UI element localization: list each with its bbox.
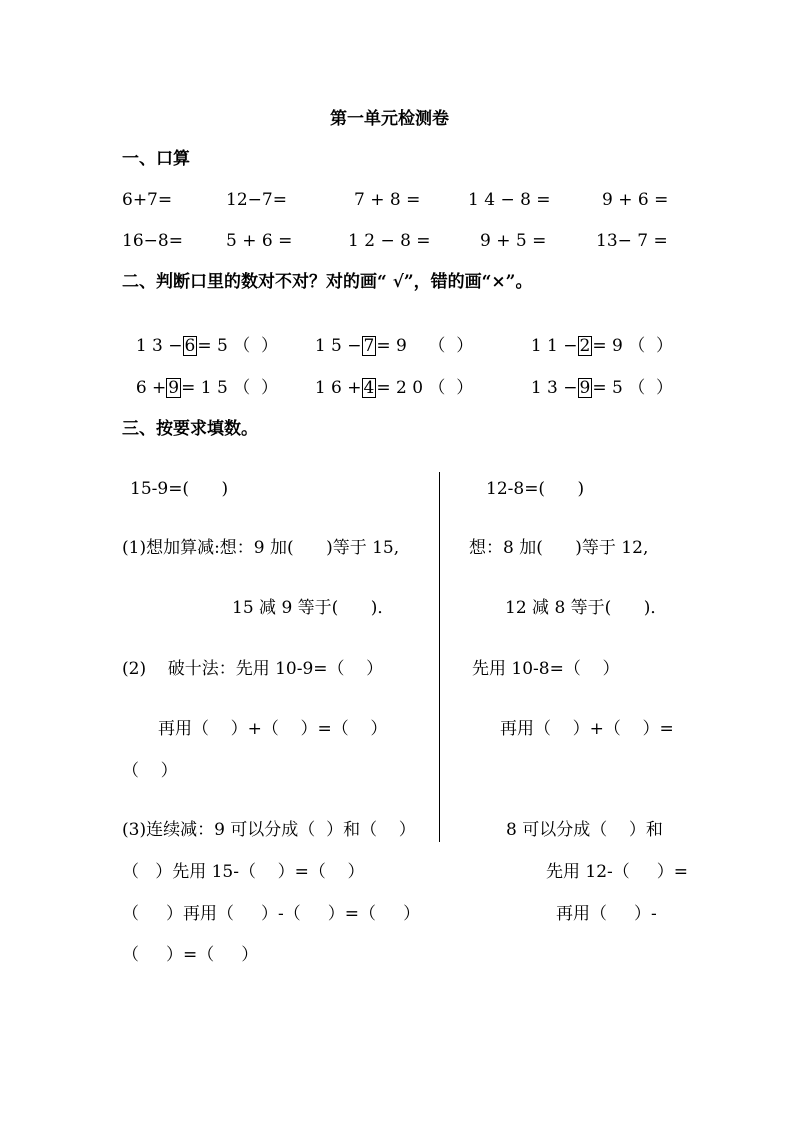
right-method3-line1: 8 可以分成（ ）和 [506,820,663,840]
left-method2-line2: 再用（ ）+（ ）=（ ） [158,719,388,739]
judge-item-1-pre: 1 3 − [135,336,183,356]
right-method2-line2: 再用（ ）+（ ）= [500,719,674,739]
section2-heading: 二、判断口里的数对不对？对的画“ √”，错的画“×”。 [122,272,533,292]
judge-item-5-box: 4 [363,378,375,398]
left-method2-line3: （ ） [122,761,178,781]
section1-heading: 一、口算 [122,149,190,169]
judge-item-4-box: 9 [168,378,180,398]
left-method3-line4: （ ）=（ ） [122,945,259,965]
left-method1-line2: 15 减 9 等于( )． [232,598,395,618]
oral-calc-9: 9 + 5 = [480,231,547,251]
judge-item-2-pre: 1 5 − [314,336,362,356]
page-title: 第一单元检测卷 [330,109,449,129]
left-method3-line1: (3)连续减：9 可以分成（ ）和（ ） [122,820,416,840]
oral-calc-4: 1 4 − 8 = [468,190,551,210]
judge-item-5-post: = 2 0 （ ） [376,378,474,398]
right-method2-line1: 先用 10-8=（ ） [472,659,620,679]
judge-item-6 [520,355,673,399]
judge-item-3-box: 2 [579,336,591,356]
right-method1-line2: 12 减 8 等于( )． [505,598,668,618]
judge-item-5 [304,355,473,399]
judge-item-1-box: 6 [184,336,196,356]
judge-item-4-pre: 6 + [135,378,167,398]
judge-item-1-post: = 5 （ ） [197,336,279,356]
judge-item-4-post: = 1 5 （ ） [181,378,279,398]
left-equation: 15-9=( ) [130,479,229,499]
oral-calc-8: 1 2 − 8 = [348,231,431,251]
right-equation: 12-8=( ) [486,479,585,499]
oral-calc-5: 9 + 6 = [602,190,669,210]
oral-calc-6: 16−8= [122,231,183,251]
judge-item-3-pre: 1 1 − [530,336,578,356]
right-method3-line3: 再用（ ）- [556,904,657,924]
left-method3-line3: （ ）再用（ ）-（ ）=（ ） [122,904,421,924]
right-method3-line2: 先用 12-（ ）= [546,862,689,882]
left-method3-line2: （ ）先用 15-（ ）=（ ） [122,862,365,882]
judge-item-2 [304,313,473,357]
judge-item-6-post: = 5 （ ） [592,378,674,398]
oral-calc-10: 13− 7 = [596,231,668,251]
left-method2-line1: (2) 破十法：先用 10-9=（ ） [122,659,384,679]
left-method1-line1: (1)想加算减:想：9 加( )等于 15, [122,538,400,558]
section3-heading: 三、按要求填数。 [122,419,258,439]
judge-item-4 [125,355,278,399]
oral-calc-2: 12−7= [226,190,287,210]
judge-item-5-pre: 1 6 + [314,378,362,398]
judge-item-2-box: 7 [363,336,375,356]
judge-item-6-box: 9 [579,378,591,398]
judge-item-1 [125,313,278,357]
column-divider [439,472,440,842]
judge-item-3 [520,313,673,357]
judge-item-3-post: = 9 （ ） [592,336,674,356]
oral-calc-7: 5 + 6 = [226,231,293,251]
judge-item-2-post: = 9 （ ） [376,336,474,356]
judge-item-6-pre: 1 3 − [530,378,578,398]
right-method1-line1: 想：8 加( )等于 12, [469,538,649,558]
oral-calc-1: 6+7= [122,190,173,210]
oral-calc-3: 7 + 8 = [354,190,421,210]
